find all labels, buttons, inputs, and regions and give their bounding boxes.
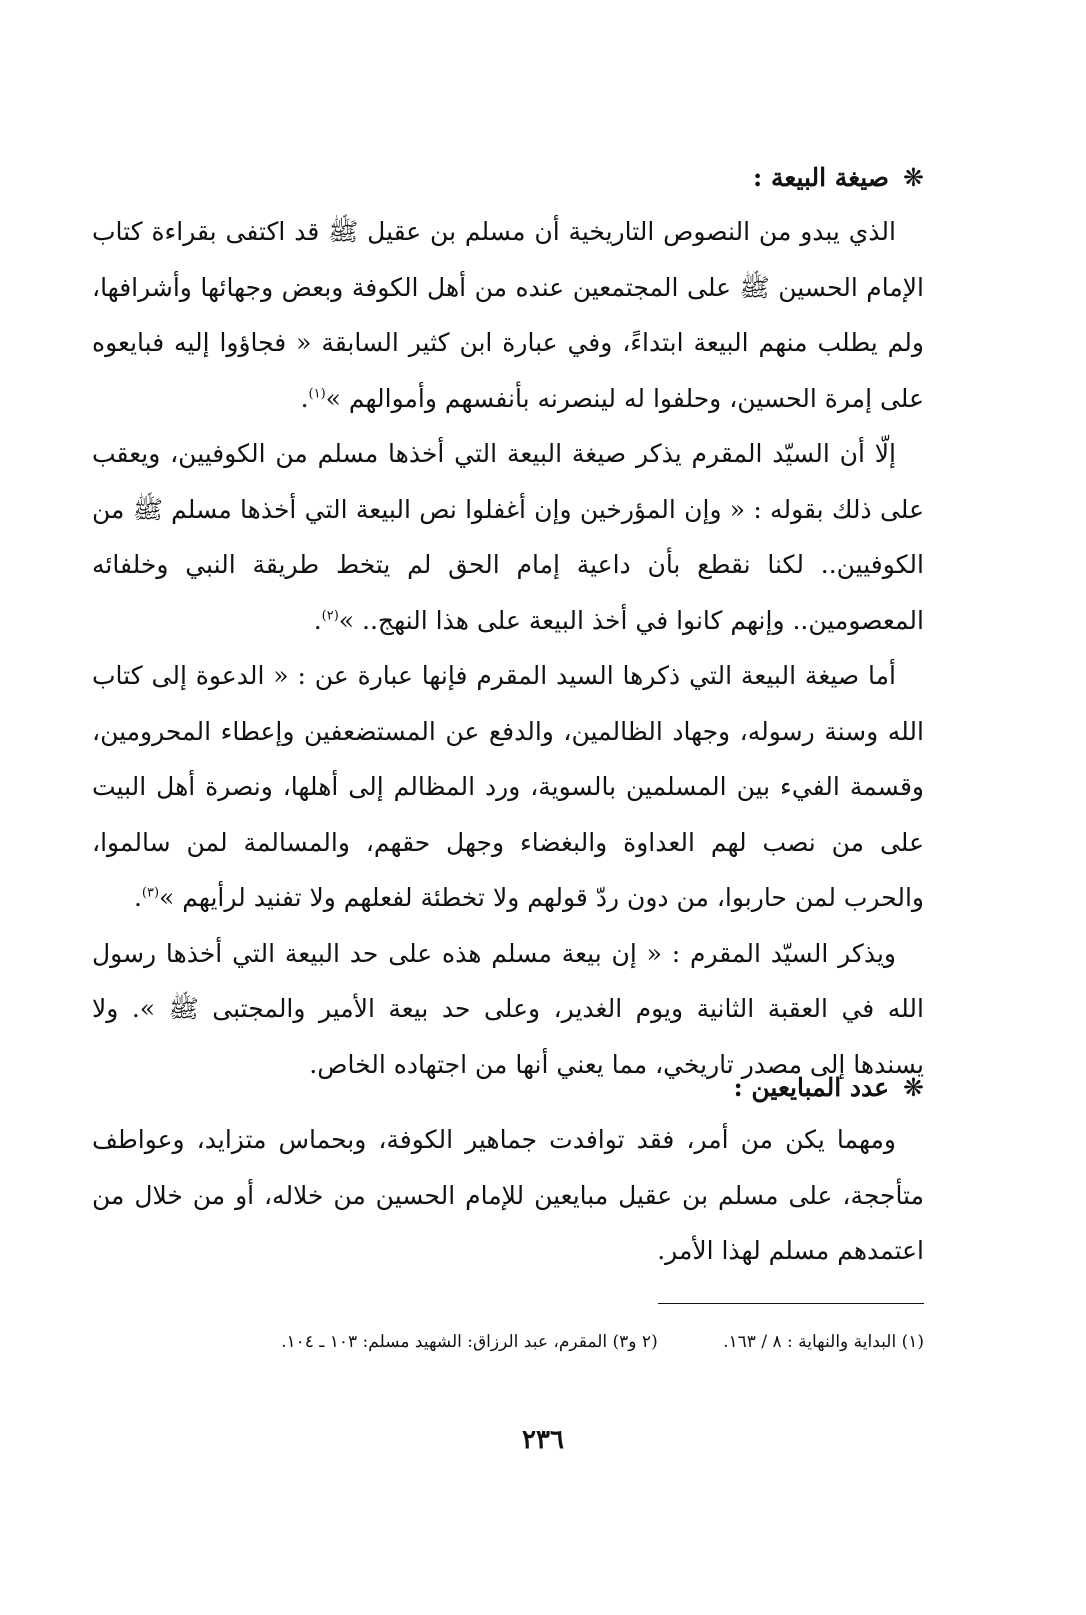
section-heading-number-of-pledgers xyxy=(733,1068,924,1108)
section-heading-bayah-formula xyxy=(753,158,924,198)
body-text-section-2 xyxy=(92,1112,924,1279)
footnote-2-3: (٢ و٣) المقرم، عبد الرزاق: الشهيد مسلم: ١٠٣ ـ ١٠٤. xyxy=(281,1332,658,1352)
body-text-section-1 xyxy=(92,204,924,1092)
asterism-icon: ❋ xyxy=(903,1073,924,1102)
paragraph: إلّا أن السيّد المقرم يذكر صيغة البيعة التي أخذها مسلم من الكوفيين، ويعقب على ذلك بقوله : « وإن المؤرخين وإن أغفلوا نص البيعة التي أخذها مسلم ﷺ من الكوفيين.. لكنا نقطع بأن داعية إمام الحق لم يتخط طريقة النبي وخلفائه المعصومين.. وإنهم كانوا في أخذ البيعة على هذا النهج.. »$^{(٢)}$. xyxy=(92,439,924,635)
paragraph: ومهما يكن من أمر، فقد توافدت جماهير الكوفة، وبحماس متزايد، وعواطف متأججة، على مسلم بن عقيل مبايعين للإمام الحسين من خلاله، أو من خلال من اعتمدهم مسلم لهذا الأمر. xyxy=(92,1125,924,1265)
footnote-1: (١) البداية والنهاية : ٨ / ١٦٣. xyxy=(723,1332,924,1352)
section-heading-text: عدد المبايعين : xyxy=(733,1073,890,1102)
paragraph: ويذكر السيّد المقرم : « إن بيعة مسلم هذه على حد البيعة التي أخذها رسول الله في العقبة الثانية ويوم الغدير، وعلى حد بيعة الأمير والمجتبى ﷺ ». ولا يسندها إلى مصدر تاريخي، مما يعني أنها من اجتهاده الخاص. xyxy=(92,938,924,1079)
footnote-ref: (٢) xyxy=(321,608,339,624)
asterism-icon: ❋ xyxy=(903,163,924,192)
section-heading-text: صيغة البيعة : xyxy=(753,163,890,192)
footnote-ref: (٣) xyxy=(141,885,160,901)
paragraph: أما صيغة البيعة التي ذكرها السيد المقرم فإنها عبارة عن : « الدعوة إلى كتاب الله وسنة رسوله، وجهاد الظالمين، والدفع عن المستضعفين وإعطاء المحرومين، وقسمة الفيء بين المسلمين بالسوية، ورد المظالم إلى أهلها، ونصرة أهل البيت على من نصب لهم العداوة والبغضاء وجهل حقهم، والمسالمة لمن سالموا، والحرب لمن حاربوا، من دون ردّ قولهم ولا تخطئة لفعلهم ولا تفنيد لرأيهم »$^{(٣)}$. xyxy=(92,661,924,912)
footnote-ref: (١) xyxy=(308,386,326,402)
footnote-separator xyxy=(658,1303,924,1304)
paragraph: الذي يبدو من النصوص التاريخية أن مسلم بن عقيل ﷺ قد اكتفى بقراءة كتاب الإمام الحسين ﷺ على المجتمعين عنده من أهل الكوفة وبعض وجهائها وأشرافها، ولم يطلب منهم البيعة ابتداءً، وفي عبارة ابن كثير السابقة « فجاؤوا إليه فبايعوه على إمرة الحسين، وحلفوا له لينصرنه بأنفسهم وأموالهم »$^{(١)}$. xyxy=(92,217,924,413)
footnotes xyxy=(92,1327,924,1357)
page-number: ٢٣٦ xyxy=(522,1425,564,1455)
